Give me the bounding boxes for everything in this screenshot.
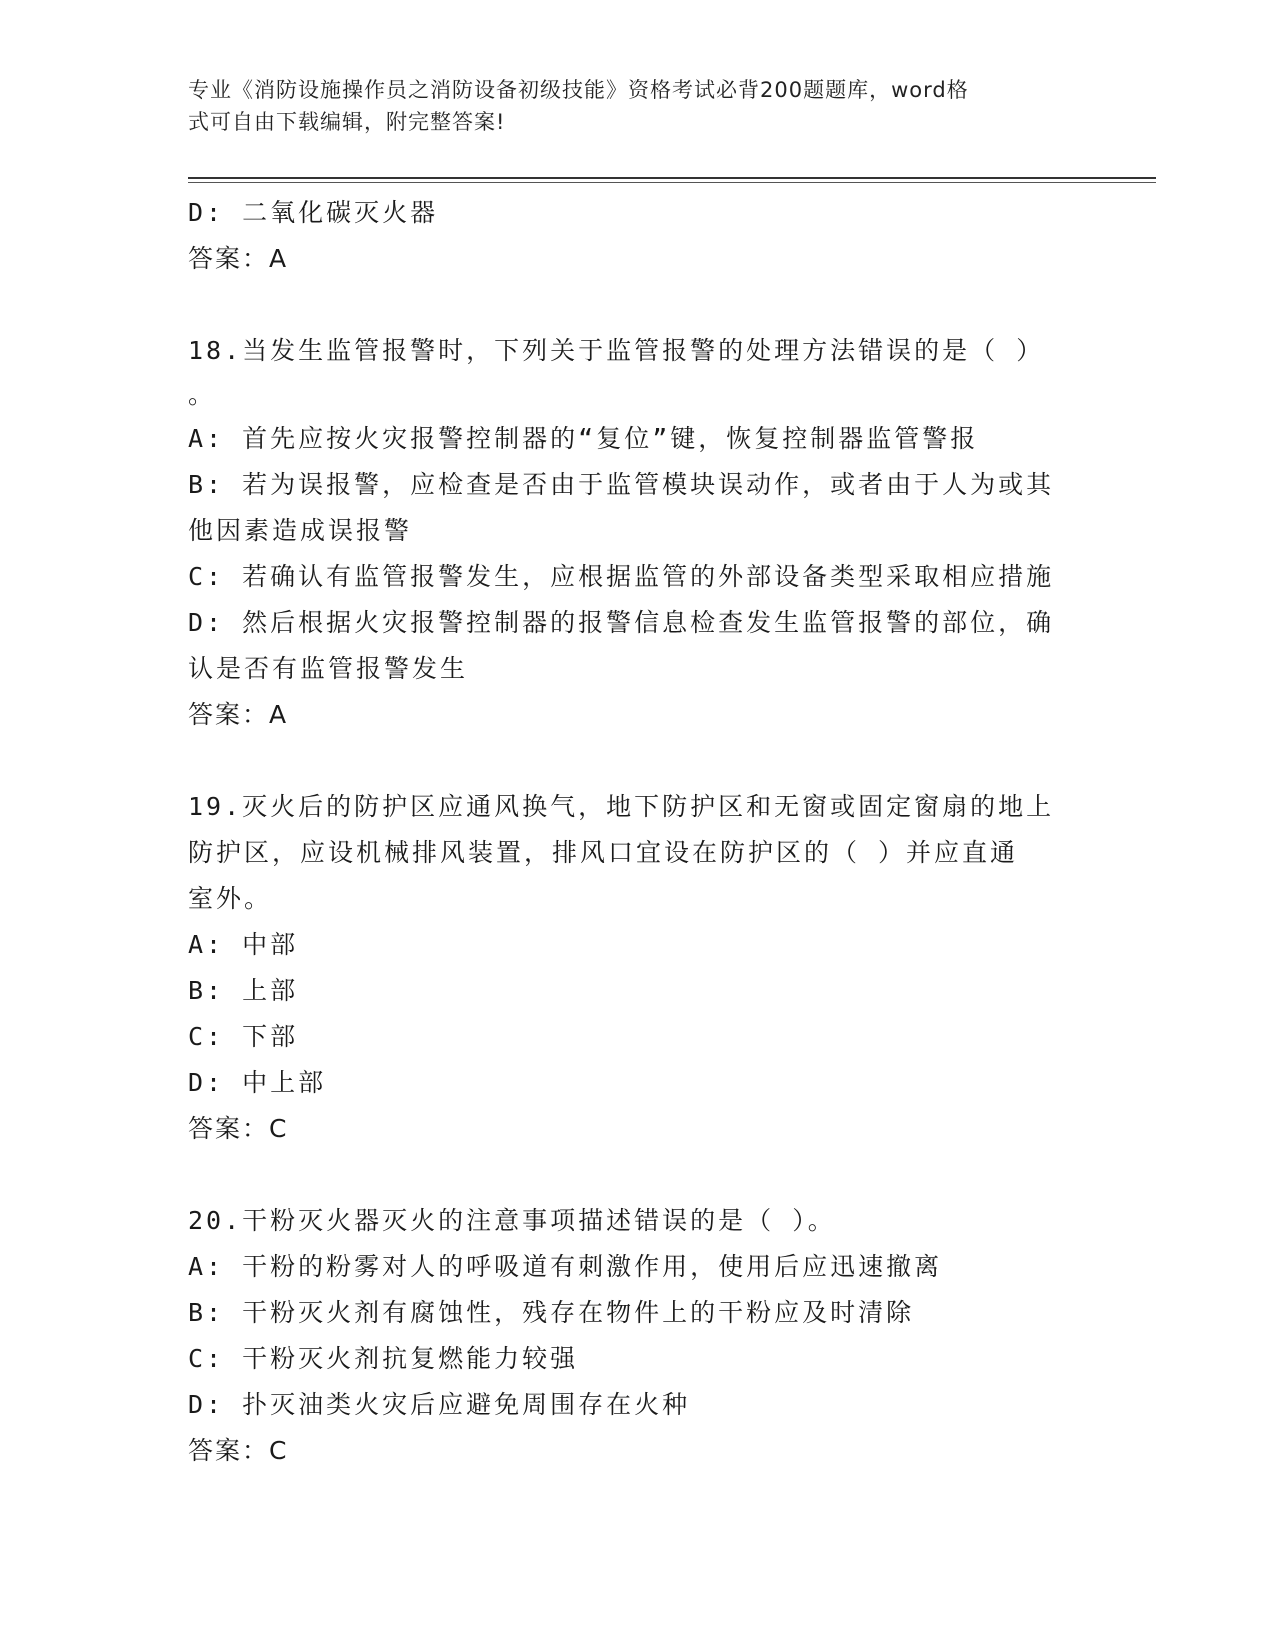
option-a: A: 中部 [188, 930, 299, 959]
option-b-line-2: 他因素造成误报警 [188, 516, 413, 545]
question-19 [188, 784, 1088, 1152]
page-header [188, 74, 1068, 138]
option-b: B: 上部 [188, 976, 299, 1005]
option-d-line-2: 认是否有监管报警发生 [188, 654, 469, 683]
option-d: D: 中上部 [188, 1068, 327, 1097]
option-b-line-1: B: 若为误报警，应检查是否由于监管模块误动作，或者由于人为或其 [188, 470, 1055, 499]
question-list [188, 190, 1088, 1474]
spacer [188, 738, 1088, 784]
option-d: D: 扑灭油类火灾后应避免周围存在火种 [188, 1390, 691, 1419]
spacer [188, 282, 1088, 328]
question-stem-line: 。 [188, 380, 217, 409]
spacer [188, 1152, 1088, 1198]
question-20 [188, 1198, 1088, 1474]
option-a: A: 干粉的粉雾对人的呼吸道有刺激作用，使用后应迅速撤离 [188, 1252, 943, 1281]
question-stem-line: 18.当发生监管报警时，下列关于监管报警的处理方法错误的是（ ） [188, 336, 1045, 365]
option-c: C: 下部 [188, 1022, 299, 1051]
answer-line: 答案：C [188, 1114, 289, 1143]
answer-line: 答案：C [188, 1436, 289, 1465]
question-18 [188, 328, 1088, 738]
header-line-2: 式可自由下载编辑，附完整答案! [188, 110, 506, 134]
question-stem-line: 防护区，应设机械排风装置，排风口宜设在防护区的（ ）并应直通 [188, 838, 1019, 867]
header-line-1: 专业《消防设施操作员之消防设备初级技能》资格考试必背200题题库，word格 [188, 78, 969, 102]
answer-line: 答案：A [188, 700, 289, 729]
question-stem-line: 19.灭火后的防护区应通风换气，地下防护区和无窗或固定窗扇的地上 [188, 792, 1055, 821]
option-a: A: 首先应按火灾报警控制器的“复位”键，恢复控制器监管警报 [188, 424, 979, 453]
header-divider-thin [188, 182, 1156, 183]
option-c: C: 若确认有监管报警发生，应根据监管的外部设备类型采取相应措施 [188, 562, 1055, 591]
answer-line: 答案：A [188, 244, 289, 273]
option-d-line-1: D: 然后根据火灾报警控制器的报警信息检查发生监管报警的部位，确 [188, 608, 1055, 637]
question-stem-line: 室外。 [188, 884, 273, 913]
option-b: B: 干粉灭火剂有腐蚀性，残存在物件上的干粉应及时清除 [188, 1298, 915, 1327]
option-d: D: 二氧化碳灭火器 [188, 198, 439, 227]
option-c: C: 干粉灭火剂抗复燃能力较强 [188, 1344, 579, 1373]
question-stem-line: 20.干粉灭火器灭火的注意事项描述错误的是（ ）。 [188, 1206, 836, 1235]
header-divider-thick [188, 177, 1156, 179]
question-17-tail [188, 190, 1088, 282]
